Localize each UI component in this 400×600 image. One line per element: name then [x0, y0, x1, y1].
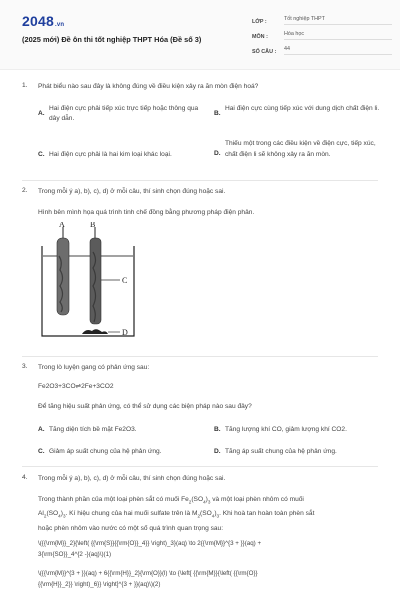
question-subtext: Để tăng hiệu suất phản ứng, có thể sử dụng các biện pháp nào sau đây? — [38, 403, 252, 410]
label-d: D — [122, 328, 128, 337]
question-number: 3. — [22, 363, 28, 370]
option-letter: D. — [214, 150, 221, 157]
question-text: Trong lò luyện gang có phản ứng sau: — [38, 364, 150, 371]
question-text: Trong mỗi ý a), b), c), d) ở mỗi câu, thí sinh chọn đúng hoặc sai. — [38, 475, 226, 482]
subscript: 2 — [188, 499, 192, 505]
subscript: 3 — [216, 513, 220, 519]
divider — [22, 356, 378, 357]
text: . Kí hiệu chung của hai muối sulfate trên là M — [65, 510, 198, 518]
question-number: 2. — [22, 187, 28, 194]
equation-1 — [38, 538, 390, 560]
page-header — [0, 0, 400, 70]
option-text: Hai điện cực cùng tiếp xúc với dung dịch chất điện li. — [225, 105, 380, 112]
electrolysis-figure — [38, 222, 148, 344]
option-letter: D. — [214, 448, 221, 455]
question-subtext: Hình bên mình họa quá trình tinh chế đồng bằng phương pháp điện phân. — [38, 209, 255, 216]
subscript: 3 — [62, 513, 66, 519]
option-letter: A. — [38, 426, 45, 433]
equation-2-line-1: \({{\rm{M}}^{3 + }}(aq) + 6{{\rm{H}}_2}{\rm{O}}(l) \to {\left[ {{\rm{M}}{\left( {{\rm{O}} — [38, 570, 258, 577]
text: (SO — [46, 510, 59, 518]
subscript: 4 — [211, 513, 215, 519]
text: ) — [214, 510, 217, 518]
meta-value: 44 — [284, 46, 392, 55]
meta-label: LỚP : — [252, 19, 267, 25]
beaker — [42, 246, 134, 336]
meta-value: Hóa học — [284, 31, 392, 40]
subscript: 4 — [58, 513, 61, 519]
option-letter: C. — [38, 151, 45, 158]
subscript: 3 — [207, 499, 211, 505]
label-a: A — [59, 222, 65, 229]
question-number: 4. — [22, 474, 28, 481]
question-number: 1. — [22, 82, 28, 89]
text: Trong thành phần của một loại phèn sắt có muối Fe — [38, 496, 189, 503]
paragraph-line-2 — [38, 508, 390, 522]
reaction-equation: Fe2O3+3CO⇌2Fe+3CO2 — [38, 383, 114, 390]
equation-1-line-1: \({{\rm{M}}_2}{\left( {{\rm{S}}{{\rm{O}}_4}} \right)_3}(aq) \to 2{{\rm{M}}^{3 + }}(aq) + — [38, 540, 262, 547]
text: ) — [60, 510, 63, 518]
option-letter: C. — [38, 448, 45, 455]
logo-suffix: .vn — [54, 22, 65, 28]
paragraph-line-3: hoặc phèn nhôm vào nước có một số quá trình quan trọng sau: — [38, 524, 224, 532]
label-b: B — [90, 222, 96, 229]
question-text: Phát biểu nào sau đây là không đúng về điều kiện xảy ra ăn mòn điện hoá? — [38, 83, 259, 90]
anode-sludge — [82, 329, 108, 334]
meta-row-subject — [252, 27, 392, 40]
label-c: C — [122, 276, 128, 285]
option-text: Tăng diện tích bề mặt Fe2O3. — [49, 426, 137, 433]
exam-meta — [252, 12, 392, 57]
text: ) — [205, 496, 208, 503]
subscript: 4 — [203, 499, 206, 505]
option-letter: B. — [214, 110, 221, 117]
subscript: 2 — [197, 513, 201, 519]
exam-title: (2025 mới) Đề ôn thi tốt nghiệp THPT Hóa (Đề số 3) — [22, 35, 202, 44]
option-text: Hai điện cực phải tiếp xúc trực tiếp hoặc thông qua dây dẫn. — [49, 105, 199, 122]
equation-2 — [38, 568, 390, 590]
text: (SO — [191, 496, 204, 503]
question-text: Trong mỗi ý a), b), c), d) ở mỗi câu, thí sinh chọn đúng hoặc sai. — [38, 188, 226, 195]
divider — [22, 180, 378, 181]
meta-value: Tốt nghiệp THPT — [284, 16, 392, 25]
option-letter: B. — [214, 426, 221, 433]
option-text: Hai điện cực phải là hai kim loại khác loại. — [49, 151, 172, 158]
logo-text: 2048 — [22, 13, 54, 29]
text: Al — [38, 510, 44, 518]
option-text: Giảm áp suất chung của hệ phản ứng. — [49, 448, 162, 455]
meta-row-class — [252, 12, 392, 25]
option-letter: A. — [38, 110, 45, 117]
text: . Khi hoà tan hoàn toàn phèn sắt — [219, 510, 315, 518]
paragraph-line-1 — [38, 494, 390, 508]
equation-2-line-2: {{\rm{H}}_2}} \right)_6}} \right]^{3 + }}(aq)\)(2) — [38, 581, 161, 588]
subscript: 2 — [43, 513, 47, 519]
option-text: Thiếu một trong các điều kiện về điện cực, tiếp xúc, chất điện li sẽ không xảy ra ăn mòn. — [225, 140, 376, 158]
question-paragraph — [38, 494, 390, 535]
site-logo[interactable] — [22, 13, 64, 29]
text: (SO — [200, 510, 212, 518]
electrolysis-diagram — [38, 222, 148, 344]
text: và một loại phèn nhôm có muối — [210, 496, 304, 503]
meta-row-count — [252, 42, 392, 55]
meta-label: MÔN : — [252, 34, 268, 40]
option-text: Tăng lượng khí CO, giảm lượng khí CO2. — [225, 426, 347, 433]
divider — [22, 466, 378, 467]
meta-label: SỐ CÂU : — [252, 49, 277, 55]
equation-1-line-2: 3{\rm{SO}}_4^{2 -}(aq)\)(1) — [38, 551, 112, 558]
option-text: Tăng áp suất chung của hệ phản ứng. — [225, 448, 337, 455]
